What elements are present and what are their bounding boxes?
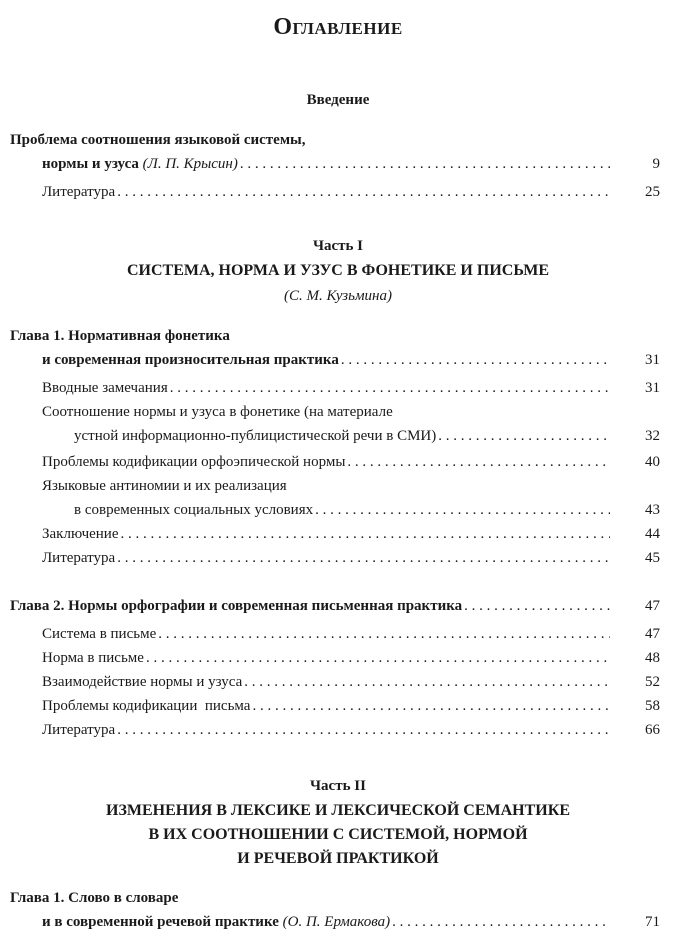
part2-title-line3: И РЕЧЕВОЙ ПРАКТИКОЙ — [237, 850, 439, 867]
toc-entry[interactable] — [74, 500, 660, 520]
entry-label: Система в письме — [42, 626, 157, 642]
dot-leader — [347, 452, 610, 472]
entry-label: и современная произносительная практика — [42, 352, 339, 368]
page-number: 44 — [645, 526, 660, 542]
intro-article-line1: Проблема соотношения языковой системы, — [10, 132, 306, 148]
entry-label: Норма в письме — [42, 650, 144, 666]
entry-label: Заключение — [42, 526, 119, 542]
toc-entry[interactable] — [42, 624, 660, 644]
toc-entry[interactable] — [74, 426, 660, 446]
toc-entry[interactable] — [42, 452, 660, 472]
entry-label: Вводные замечания — [42, 380, 168, 396]
entry-label: устной информационно-публицистической речи в СМИ) — [74, 428, 437, 444]
dot-leader — [244, 672, 610, 692]
toc-entry[interactable] — [42, 696, 660, 716]
dot-leader — [240, 154, 610, 174]
dot-leader — [341, 350, 610, 370]
toc-entry[interactable] — [42, 524, 660, 544]
entry-label: Проблемы кодификации орфоэпической нормы — [42, 454, 346, 470]
dot-leader — [117, 720, 610, 740]
entry-label: Взаимодействие нормы и узуса — [42, 674, 243, 690]
intro-article-author: (Л. П. Крысин) — [142, 156, 238, 172]
page-number: 52 — [645, 674, 660, 690]
dot-leader — [158, 624, 610, 644]
entry-label: Проблемы кодификации письма — [42, 698, 251, 714]
p2-ch1-line1: Глава 1. Слово в словаре — [10, 890, 179, 906]
page-title: Оглавление — [273, 14, 403, 40]
dot-leader — [146, 648, 610, 668]
toc-entry-line1: Языковые антиномии и их реализация — [42, 478, 287, 494]
intro-article-line2: нормы и узуса — [42, 156, 139, 172]
p1-ch2-entry[interactable] — [10, 596, 660, 616]
toc-entry[interactable] — [42, 378, 660, 398]
page-number: 9 — [652, 156, 660, 172]
dot-leader — [117, 548, 610, 568]
part2-label: Часть II — [310, 778, 366, 794]
dot-leader — [117, 182, 610, 202]
dot-leader — [438, 426, 610, 446]
page-number: 47 — [645, 626, 660, 642]
part1-title: СИСТЕМА, НОРМА И УЗУС В ФОНЕТИКЕ И ПИСЬМЕ — [126, 262, 550, 279]
entry-label: Литература — [42, 722, 116, 738]
page-number: 48 — [645, 650, 660, 666]
page-number: 31 — [645, 380, 660, 396]
p1-ch1-line1: Глава 1. Нормативная фонетика — [10, 328, 230, 344]
page-number: 31 — [645, 352, 660, 368]
page-number: 71 — [645, 914, 660, 930]
dot-leader — [315, 500, 610, 520]
entry-label: Литература — [42, 550, 116, 566]
part1-author: (С. М. Кузьмина) — [284, 288, 392, 304]
dot-leader — [170, 378, 610, 398]
toc-entry[interactable] — [42, 672, 660, 692]
page-number: 25 — [645, 184, 660, 200]
page-number: 66 — [645, 722, 660, 738]
page-number: 47 — [645, 598, 660, 614]
page-number: 43 — [645, 502, 660, 518]
toc-entry[interactable] — [42, 548, 660, 568]
toc-entry[interactable] — [42, 648, 660, 668]
dot-leader — [464, 596, 610, 616]
part1-label: Часть I — [312, 238, 364, 254]
p2-ch1-entry[interactable] — [42, 912, 660, 932]
entry-author: (О. П. Ермакова) — [282, 914, 391, 930]
dot-leader — [252, 696, 610, 716]
page-number: 58 — [645, 698, 660, 714]
part2-title-line1: ИЗМЕНЕНИЯ В ЛЕКСИКЕ И ЛЕКСИЧЕСКОЙ СЕМАНТИКЕ — [106, 802, 570, 819]
page-number: 45 — [645, 550, 660, 566]
entry-label: и в современной речевой практике — [42, 914, 279, 930]
toc-entry[interactable] — [42, 720, 660, 740]
p1-ch1-entry[interactable] — [42, 350, 660, 370]
dot-leader — [392, 912, 610, 932]
toc-entry-line1: Соотношение нормы и узуса в фонетике (на материале — [42, 404, 393, 420]
dot-leader — [121, 524, 611, 544]
part2-title-line2: В ИХ СООТНОШЕНИИ С СИСТЕМОЙ, НОРМОЙ — [148, 826, 528, 843]
intro-heading: Введение — [306, 92, 370, 108]
entry-label: Глава 2. Нормы орфографии и современная письменная практика — [10, 598, 463, 614]
intro-lit-entry[interactable] — [42, 182, 660, 202]
page-number: 32 — [645, 428, 660, 444]
page-number: 40 — [645, 454, 660, 470]
intro-article-entry[interactable] — [42, 154, 660, 174]
entry-label: в современных социальных условиях — [74, 502, 314, 518]
entry-label: Литература — [42, 184, 116, 200]
